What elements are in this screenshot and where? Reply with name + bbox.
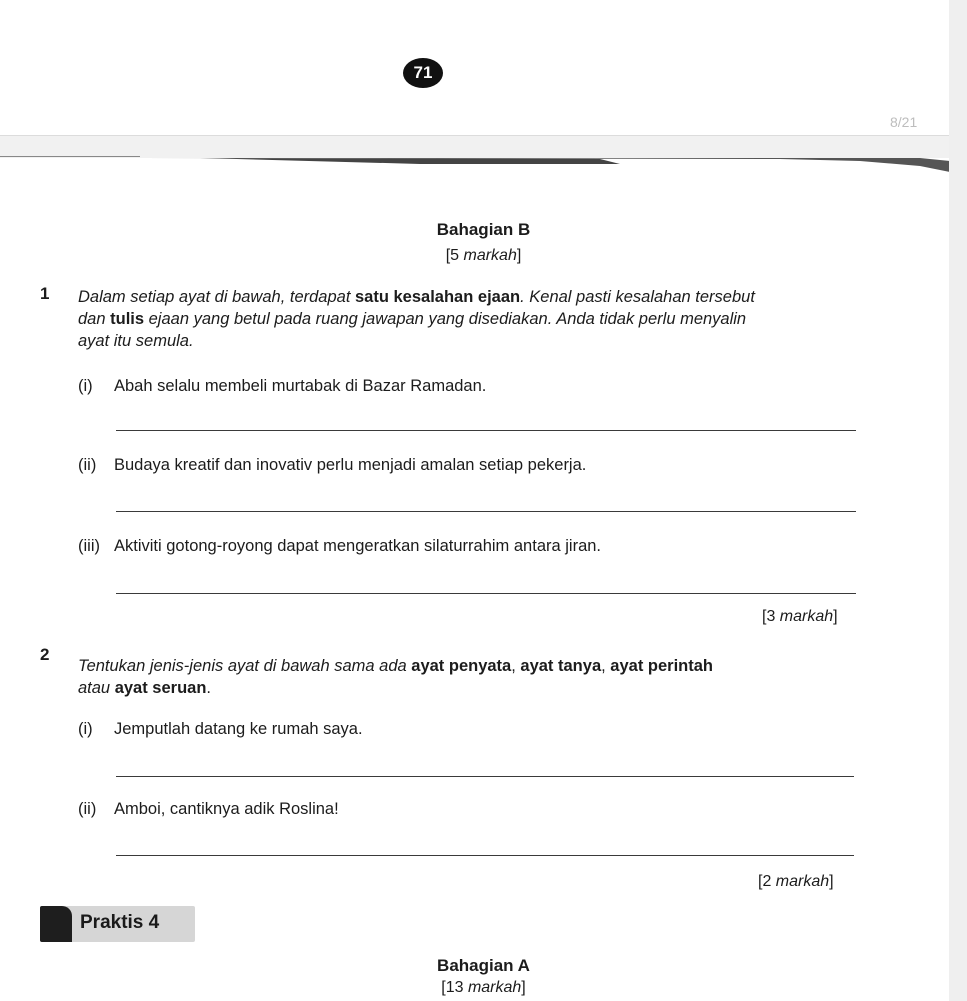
section-a-title: Bahagian A (437, 956, 530, 975)
page-number-badge: 71 (403, 58, 443, 88)
section-a-marks: [13 markah] (441, 979, 526, 996)
q1-item-1: (i) Abah selalu membeli murtabak di Bazar Ramadan. (78, 377, 487, 395)
question-1-instruction (78, 286, 878, 352)
q2-item-2: (ii) Amboi, cantiknya adik Roslina! (78, 800, 339, 818)
question-1-number: 1 (40, 284, 50, 303)
q1-item-3: (iii) Aktiviti gotong-royong dapat mengeratkan silaturrahim antara jiran. (78, 537, 602, 555)
q1-marks: [3 markah] (762, 608, 838, 625)
q2-marks: [2 markah] (758, 873, 834, 890)
praktis-header (40, 906, 195, 942)
section-b-title: Bahagian B (436, 220, 531, 239)
q1-item-2: (ii) Budaya kreatif dan inovativ perlu menjadi amalan setiap pekerja. (78, 456, 587, 474)
q1-answer-line-3[interactable] (116, 593, 856, 594)
scrollbar-track[interactable] (949, 0, 967, 1001)
question-2-number: 2 (40, 645, 50, 664)
praktis-label: Praktis 4 (80, 912, 160, 933)
praktis-tab-marker (40, 906, 72, 942)
q2-item-1: (i) Jemputlah datang ke rumah saya. (78, 720, 363, 738)
question-2-instruction (78, 655, 878, 699)
q2-line-1: Tentukan jenis-jenis ayat di bawah sama ada ayat penyata, ayat tanya, ayat perintah (78, 657, 713, 675)
viewer-top-area (0, 0, 967, 135)
q1-line-3: ayat itu semula. (78, 332, 194, 350)
q2-line-2: atau ayat seruan. (78, 679, 212, 697)
page-counter: 8/21 (890, 114, 918, 130)
q2-answer-line-2[interactable] (116, 855, 854, 856)
q1-line-2: dan tulis ejaan yang betul pada ruang jawapan yang disediakan. Anda tidak perlu menyalin (78, 310, 747, 328)
section-b-marks: [5 markah] (445, 247, 522, 264)
q1-answer-line-1[interactable] (116, 430, 856, 431)
q2-answer-line-1[interactable] (116, 776, 854, 777)
q1-line-1: Dalam setiap ayat di bawah, terdapat satu kesalahan ejaan. Kenal pasti kesalahan tersebut (78, 288, 755, 306)
page-gap (0, 135, 967, 158)
q1-answer-line-2[interactable] (116, 511, 856, 512)
